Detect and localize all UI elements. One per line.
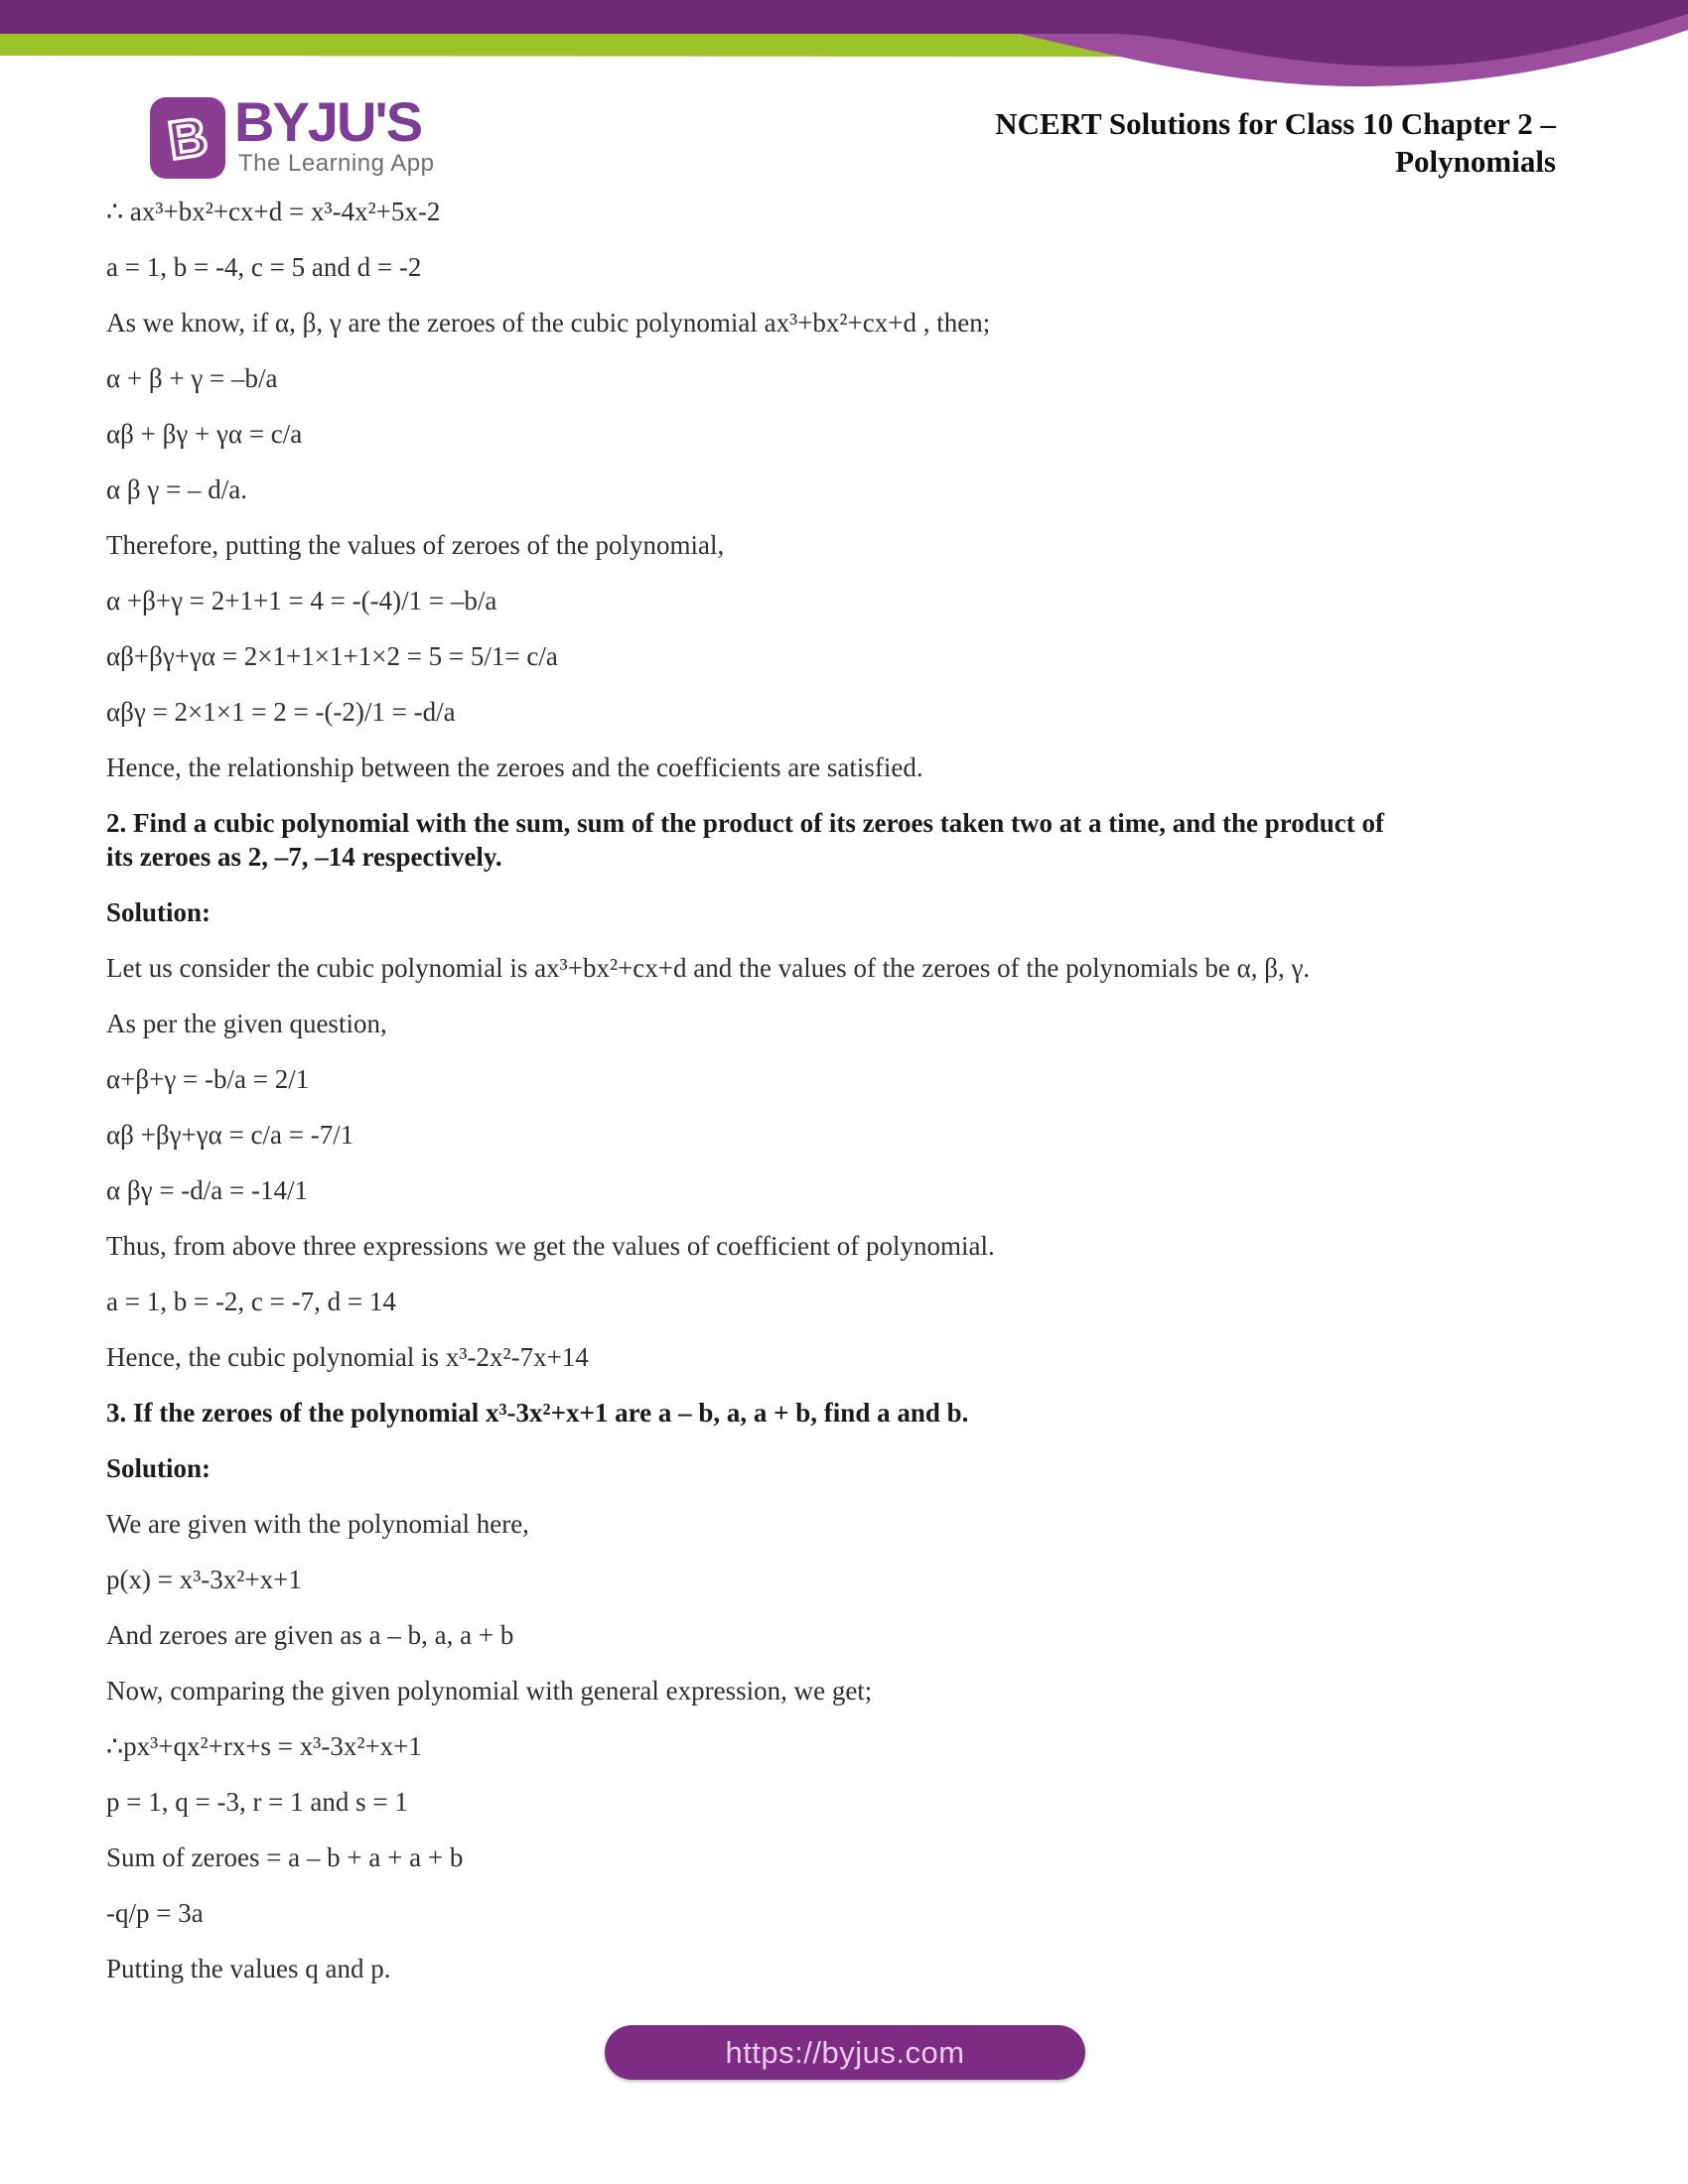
solution-label: Solution: [106, 1453, 211, 1483]
math-line: αβ +βγ+γα = c/a = -7/1 [106, 1120, 354, 1150]
logo-letter: B [164, 106, 211, 172]
math-line: αβ + βγ + γα = c/a [106, 419, 303, 449]
math-line: a = 1, b = -2, c = -7, d = 14 [106, 1287, 396, 1316]
solution-label: Solution: [106, 897, 211, 927]
page-title-line2: Polynomials [1395, 144, 1556, 179]
math-line: Sum of zeroes = a – b + a + a + b [106, 1843, 464, 1872]
page-title-line1: NCERT Solutions for Class 10 Chapter 2 – [995, 106, 1556, 141]
question-heading: its zeroes as 2, –7, –14 respectively. [106, 842, 502, 872]
text-line: Thus, from above three expressions we get the values of coefficient of polynomial. [106, 1231, 995, 1261]
math-line: p = 1, q = -3, r = 1 and s = 1 [106, 1787, 408, 1817]
text-line: Therefore, putting the values of zeroes of the polynomial, [106, 530, 725, 560]
text-line: Hence, the cubic polynomial is x³-2x²-7x+14 [106, 1342, 589, 1372]
byjus-logo [149, 96, 226, 185]
math-line: αβ+βγ+γα = 2×1+1×1+1×2 = 5 = 5/1= c/a [106, 641, 558, 671]
math-line: α β γ = – d/a. [106, 475, 248, 504]
brand-name: BYJU'S [234, 90, 422, 153]
text-line: Now, comparing the given polynomial with general expression, we get; [106, 1676, 873, 1706]
text-line: Hence, the relationship between the zeroes and the coefficients are satisfied. [106, 752, 923, 782]
text-line: Putting the values q and p. [106, 1954, 391, 1983]
byjus-link-text: https://byjus.com [725, 2034, 965, 2070]
math-line: -q/p = 3a [106, 1898, 204, 1928]
math-line: α βγ = -d/a = -14/1 [106, 1175, 308, 1205]
text-line: As we know, if α, β, γ are the zeroes of the cubic polynomial ax³+bx²+cx+d , then; [106, 308, 991, 338]
math-line: a = 1, b = -4, c = 5 and d = -2 [106, 252, 422, 282]
math-line: α+β+γ = -b/a = 2/1 [106, 1064, 310, 1094]
text-line: And zeroes are given as a – b, a, a + b [106, 1620, 514, 1650]
math-line: α + β + γ = –b/a [106, 363, 278, 393]
text-line: As per the given question, [106, 1009, 387, 1038]
byjus-link-button[interactable] [605, 2025, 1085, 2080]
math-line: ∴px³+qx²+rx+s = x³-3x²+x+1 [106, 1731, 422, 1761]
math-line: α +β+γ = 2+1+1 = 4 = -(-4)/1 = –b/a [106, 586, 497, 615]
document-body [106, 195, 1548, 2007]
text-line: We are given with the polynomial here, [106, 1509, 529, 1539]
page-title [995, 105, 1556, 181]
byjus-logo-icon [149, 96, 226, 180]
math-line: αβγ = 2×1×1 = 2 = -(-2)/1 = -d/a [106, 697, 456, 727]
question-heading: 2. Find a cubic polynomial with the sum, sum of the product of its zeroes taken two at a time, and the product of [106, 808, 1385, 838]
question-heading: 3. If the zeroes of the polynomial x³-3x²+x+1 are a – b, a, a + b, find a and b. [106, 1398, 969, 1428]
text-line: Let us consider the cubic polynomial is ax³+bx²+cx+d and the values of the zeroes of the polynomials be α, β, γ. [106, 953, 1311, 983]
brand-tagline: The Learning App [238, 150, 435, 177]
math-line: p(x) = x³-3x²+x+1 [106, 1565, 302, 1594]
math-line: ∴ ax³+bx²+cx+d = x³-4x²+5x-2 [106, 197, 441, 226]
